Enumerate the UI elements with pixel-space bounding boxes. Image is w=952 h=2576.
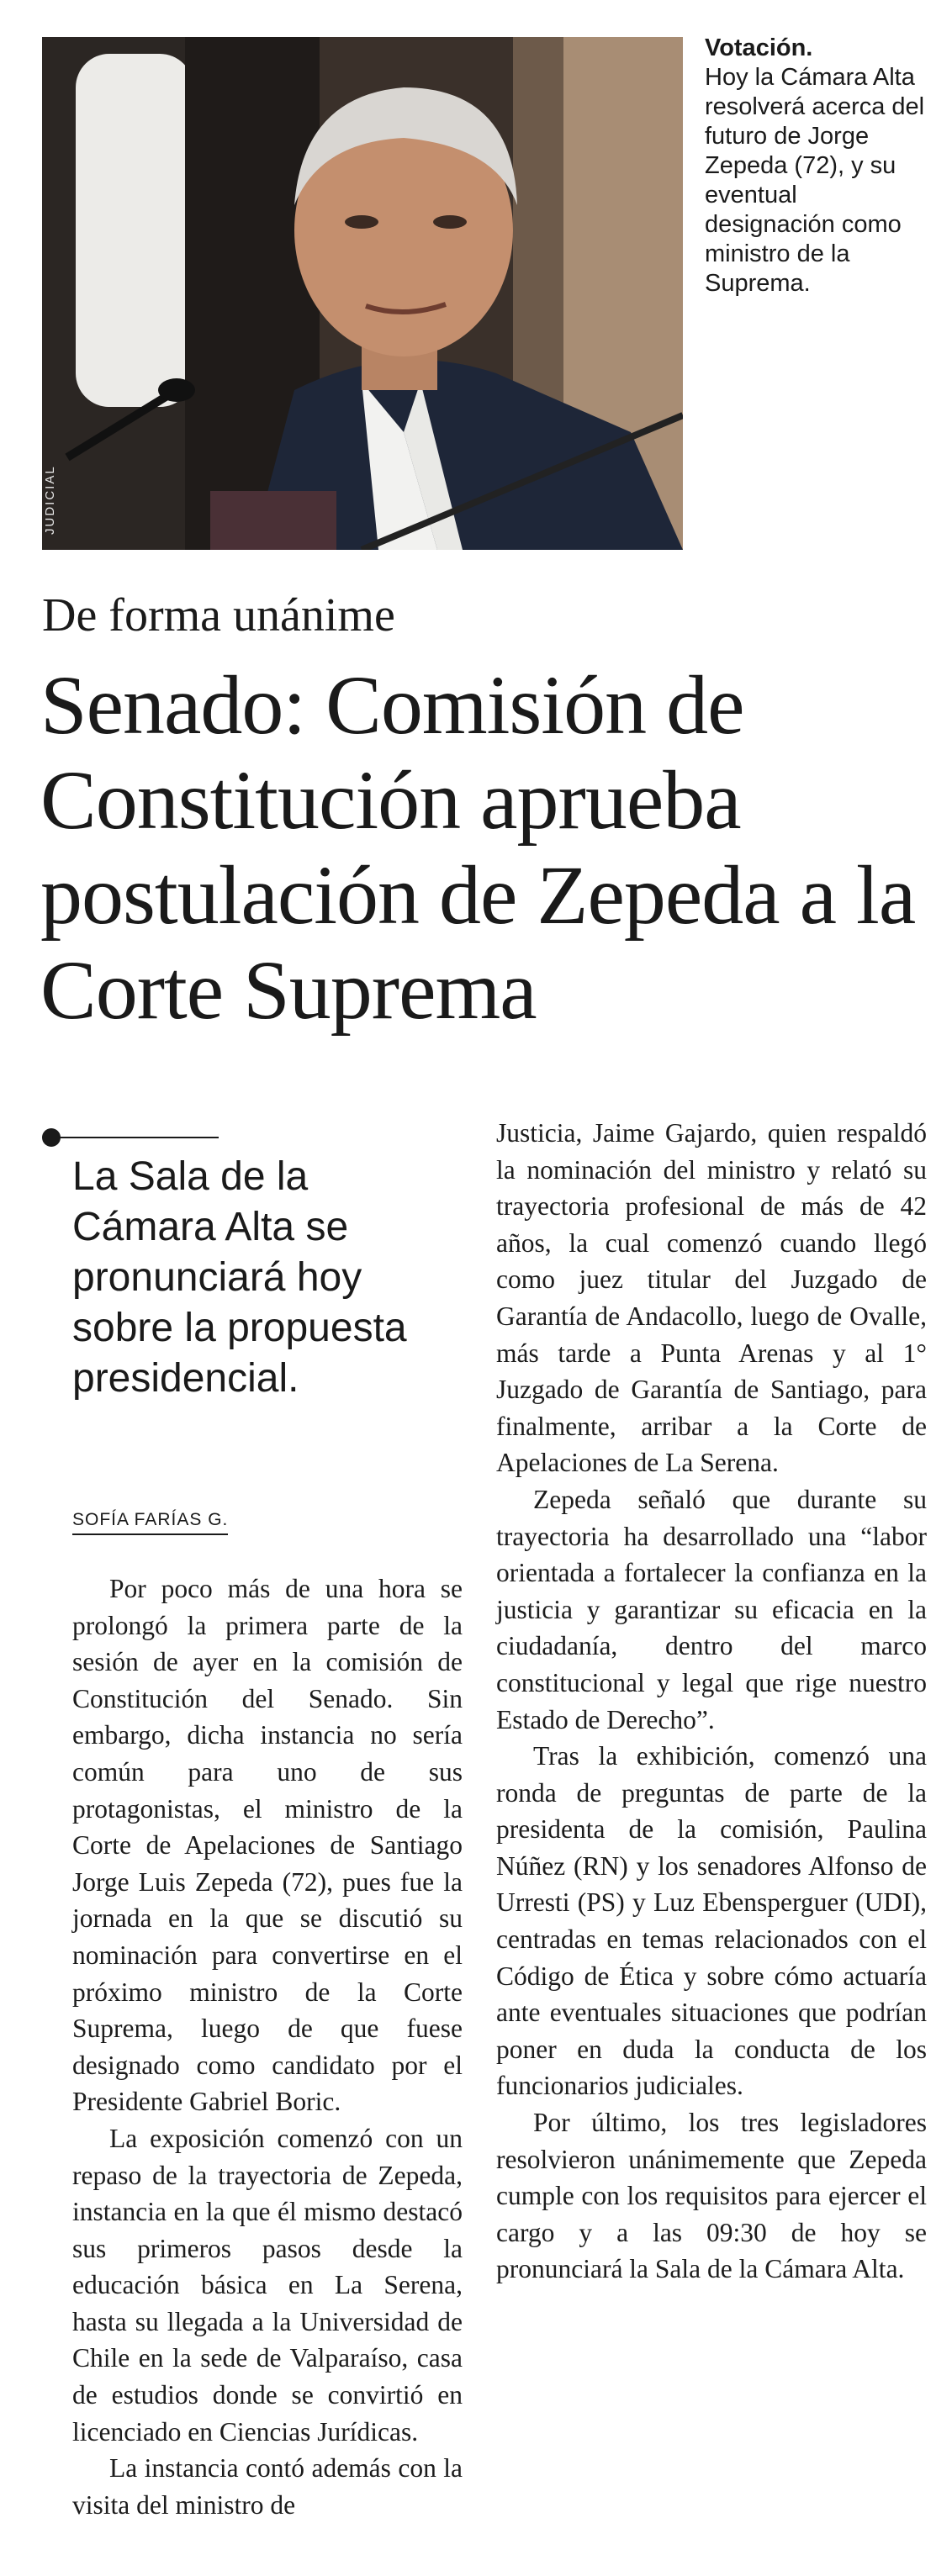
deck-rule-dot <box>42 1128 61 1147</box>
portrait-illustration <box>42 37 683 550</box>
news-photo <box>42 37 683 550</box>
body-paragraph: Por poco más de una hora se prolongó la primera parte de la sesión de ayer en la comisión de Constitución del Senado. Sin embargo, dicha instancia no sería común para uno de sus protagonistas, el ministro de la Corte de Apelaciones de Santiago Jorge Luis Zepeda (72), pues fue la jornada en la que se discutió su nominación para convertirse en el próximo ministro de la Corte Suprema, luego de que fuese designado como candidato por el Presidente Gabriel Boric. <box>72 1574 463 2117</box>
article-deck: La Sala de la Cámara Alta se pronunciará hoy sobre la propuesta presidencial. <box>72 1154 407 1401</box>
body-paragraph: Tras la exhibición, comenzó una ronda de preguntas de parte de la presidenta de la comisión, Paulina Núñez (RN) y los senadores Alfonso de Urresti (PS) y Luz Ebensperguer (UDI), centradas en temas relacionados con el Código de Ética y sobre cómo actuaría ante eventuales situaciones que podrían poner en duda la conducta de los funcionarios judiciales. <box>496 1741 927 2101</box>
photo-caption <box>705 34 932 298</box>
caption-lead: Votación. <box>705 34 813 61</box>
caption-text: Hoy la Cámara Alta resolverá acerca del futuro de Jorge Zepeda (72), y su eventual designación como ministro de la Suprema. <box>705 64 925 297</box>
body-paragraph: Por último, los tres legisladores resolvieron unánimemente que Zepeda cumple con los requisitos para ejercer el cargo y a las 09:30 de hoy se pronunciará la Sala de la Cámara Alta. <box>496 2108 927 2284</box>
body-paragraph: La instancia contó además con la visita del ministro de <box>72 2453 463 2520</box>
body-column-left <box>72 1570 463 2523</box>
body-column-right <box>496 1115 927 2288</box>
deck-rule-line <box>59 1137 219 1138</box>
body-paragraph: Justicia, Jaime Gajardo, quien respaldó la nominación del ministro y relató su trayectoria profesional de más de 42 años, la cual comenzó cuando llegó como juez titular del Juzgado de Garantía de Andacollo, luego de Ovalle, más tarde a Punta Arenas y al 1° Juzgado de Garantía de Santiago, para finalmente, arribar a la Corte de Apelaciones de La Serena. <box>496 1118 927 1478</box>
article-byline: SOFÍA FARÍAS G. <box>72 1510 228 1535</box>
body-paragraph: La exposición comenzó con un repaso de la trayectoria de Zepeda, instancia en la que él mismo destacó sus primeros pasos desde la educación básica en La Serena, hasta su llegada a la Universidad de Chile en la sede de Valparaíso, casa de estudios donde se convirtió en licenciado en Ciencias Jurídicas. <box>72 2123 463 2447</box>
article-kicker: De forma unánime <box>42 589 395 641</box>
photo-credit: JUDICIAL <box>43 465 57 535</box>
article-headline: Senado: Comisión de Constitución aprueba postulación de Zepeda a la Corte Suprema <box>40 658 916 1037</box>
body-paragraph: Zepeda señaló que durante su trayectoria ha desarrollado una “labor orientada a fortalecer la confianza en la justicia y garantizar su eficacia en la ciudadanía, dentro del marco constitucional y legal que rige nuestro Estado de Derecho”. <box>496 1484 927 1734</box>
